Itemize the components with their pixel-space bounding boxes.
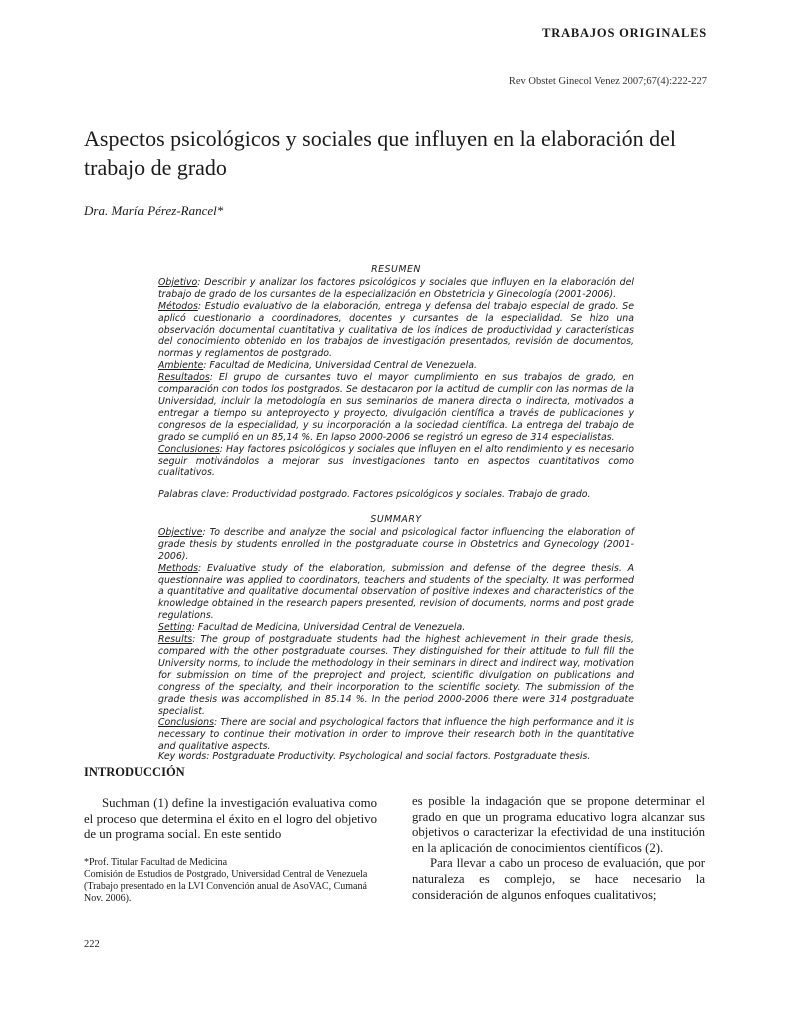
resumen-resultados-text: : El grupo de cursantes tuvo el mayor cumplimiento en sus trabajos de grado, en comparación con todos los postgrados. Se destacaron por la actitud de cumplir con las normas de la Universidad, incluir la metodología en sus seminarios de manera directa o indirecta, motivados a entregar a tiempo su anteproyecto y proyecto, divulgación científica a través de publicaciones y congresos de la especialidad, y su incorporación a la sociedad científica. La entrega del trabajo de grado se cumplió en un 85,14 %. En lapso 2000-2006 se registró un egreso de 314 especialistas. — [158, 372, 634, 443]
article-title: Aspectos psicológicos y sociales que influyen en la elaboración del trabajo de grado — [84, 126, 676, 180]
summary-objective — [158, 527, 634, 563]
summary-keywords: Key words: Postgraduate Productivity. Psychological and social factors. Postgraduate thesis. — [158, 751, 591, 762]
intro-paragraph-right-1: es posible la indagación que se propone determinar el grado en que un programa educativo logra alcanzar sus objetivos o caracterizar la efectividad de una institución en la aplicación de conocimientos científicos (2). — [412, 794, 705, 855]
resumen-ambiente-text: : Facultad de Medicina, Universidad Central de Venezuela. — [203, 360, 477, 372]
resumen-metodos-text: : Estudio evaluativo de la elaboración, entrega y defensa del trabajo especial de grado. Se aplicó cuestionario a coordinadores, docentes y cursantes de la especialidad. Se hizo una observación documental cuantitativa y cualitativa de los índices de productividad y características del conocimiento obtenido en los trabajos de investigación presentados, revisión de documentos, normas y reglamentos de postgrado. — [158, 300, 634, 360]
journal-citation: Rev Obstet Ginecol Venez 2007;67(4):222-227 — [508, 76, 707, 87]
section-tag: TRABAJOS ORIGINALES — [542, 26, 707, 40]
author-footnote — [84, 857, 377, 905]
resumen-ambiente — [158, 360, 634, 372]
resumen-objetivo — [158, 277, 634, 301]
resumen-objetivo-label: Objetivo — [158, 276, 198, 288]
resumen-resultados-label: Resultados — [158, 372, 210, 384]
footnote-line-3: (Trabajo presentado en la LVI Convención anual de AsoVAC, Cumaná Nov. 2006). — [84, 881, 367, 904]
introduction-heading: INTRODUCCIÓN — [84, 765, 185, 779]
resumen-keywords: Palabras clave: Productividad postgrado. Factores psicológicos y sociales. Trabajo de grado. — [158, 489, 591, 500]
body-column-right — [412, 794, 705, 903]
summary-objective-label: Objective — [158, 526, 203, 538]
resumen-conclusiones-label: Conclusiones — [158, 443, 220, 455]
summary-objective-text: : To describe and analyze the social and psicological factor influencing the elaboration of grade thesis by students enrolled in the postgraduate course in Obstetrics and Gynecology (2001-2006). — [158, 526, 634, 562]
summary-setting-text: : Facultad de Medicina, Universidad Central de Venezuela. — [191, 622, 466, 634]
resumen-heading: RESUMEN — [371, 264, 421, 275]
summary-methods — [158, 563, 634, 623]
footnote-line-1: *Prof. Titular Facultad de Medicina — [84, 857, 228, 868]
summary-setting-label: Setting — [158, 622, 192, 634]
resumen-metodos — [158, 301, 634, 361]
summary-heading: SUMMARY — [370, 514, 422, 525]
summary-conclusions-label: Conclusions — [158, 717, 214, 729]
summary-setting — [158, 622, 634, 634]
summary-methods-label: Methods — [158, 562, 199, 574]
summary-results-text: : The group of postgraduate students had the highest achievement in their grade thesis, compared with the other postgraduate courses. They distinguished for their attitude to full fill the University norms, to include the methodology in their seminars in direct and indirect way, motivation for submission on time of the preproject and project, scientific divulgation on publications and congress of the specialty, and their incorporation to the scientific society. The submission of the grade thesis was accomplished in 85.14 %. In the period 2000-2006 there were 314 postgraduate specialist. — [158, 634, 634, 717]
summary-block — [158, 514, 634, 753]
summary-results — [158, 634, 634, 717]
summary-conclusions-text: : There are social and psychological factors that influence the high performance and it is necessary to continue their motivation in order to improve their research both in the quantitative and qualitative aspects. — [158, 717, 634, 753]
summary-methods-text: : Evaluative study of the elaboration, submission and defense of the degree thesis. A questionnaire was applied to coordinators, teachers and students of the specialty. It was performed a quantitative and qualitative documental observation of positive indexes and characteristics of the knowledge obtained in the research papers presented, revision of documents, norms and post grade regulations. — [158, 562, 634, 622]
resumen-objetivo-text: : Describir y analizar los factores psicológicos y sociales que influyen en la elaboración del trabajo de grado de los cursantes de la especialización en Obstetricia y Ginecología (2001-2006). — [158, 276, 634, 300]
intro-paragraph-right-2: Para llevar a cabo un proceso de evaluación, que por naturaleza es complejo, se hace necesario la consideración de algunos enfoques cualitativos; — [412, 856, 705, 902]
resumen-ambiente-label: Ambiente — [158, 360, 204, 372]
resumen-metodos-label: Métodos — [158, 300, 198, 312]
footnote-line-2: Comisión de Estudios de Postgrado, Universidad Central de Venezuela — [84, 869, 368, 880]
summary-results-label: Results — [158, 634, 193, 646]
resumen-resultados — [158, 372, 634, 443]
body-column-left — [84, 796, 377, 843]
summary-conclusions — [158, 717, 634, 753]
resumen-conclusiones — [158, 444, 634, 480]
article-author: Dra. María Pérez-Rancel* — [84, 203, 224, 218]
resumen-conclusiones-text: : Hay factores psicológicos y sociales que influyen en el alto rendimiento y es necesario seguir motivándolos a mejorar sus investigaciones tanto en aspectos cuantitativos como cualitativos. — [158, 443, 634, 479]
resumen-block — [158, 264, 634, 479]
intro-paragraph-left: Suchman (1) define la investigación evaluativa como el proceso que determina el éxito en el logro del objetivo de un programa social. En este sentido — [84, 796, 377, 842]
page-number: 222 — [84, 939, 100, 950]
